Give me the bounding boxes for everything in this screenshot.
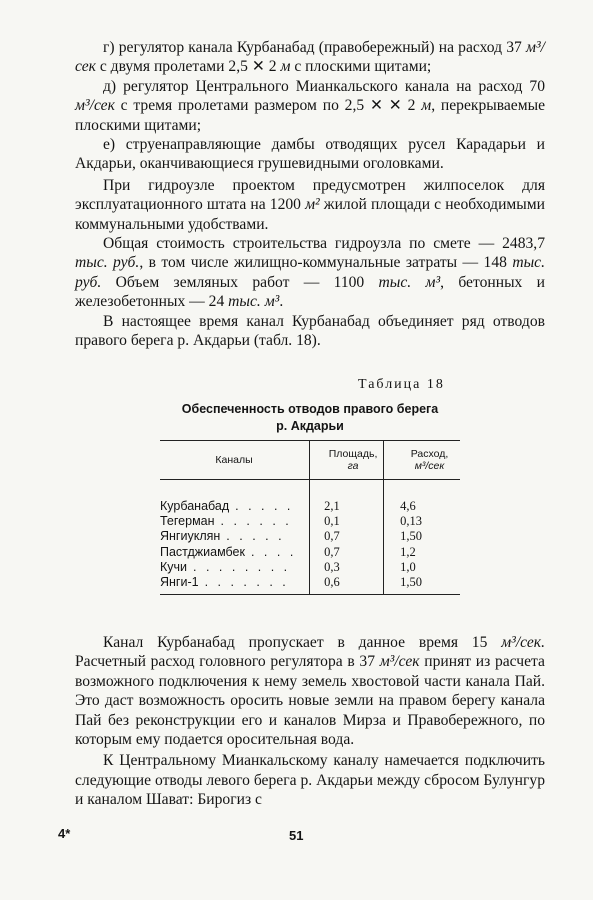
header-area: Площадь, га	[310, 441, 384, 480]
paragraph-kurbanabad: Канал Курбанабад пропускает в данное время 15 м³/сек. Расчетный расход головного регулятора в 37 м³/сек принят из расчета возможного подключения к нему земель хвостовой части канала Пай. Это даст возможность оросить новые земли на правом берегу канала Пай без реконструкции его и каналов Мирза и Правобережного, по которым ему подается оросительная вода.	[75, 634, 545, 749]
item-d: д) регулятор Центрального Мианкальского канала на расход 70 м³/сек с тремя пролетами размером по 2,5 ✕ ✕ 2 м, перекрываемые плоскими щитами;	[75, 77, 545, 134]
header-flow: Расход, м³/сек	[384, 441, 460, 480]
paragraph-settlement: При гидроузле проектом предусмотрен жилпоселок для эксплуатационного штата на 1200 м² жилой площади с необходимыми коммунальными удобствами.	[75, 176, 545, 233]
item-e: е) струенаправляющие дамбы отводящих русел Карадарьи и Акдарьи, оканчивающиеся грушевидными оголовками.	[75, 136, 545, 173]
header-canals: Каналы	[160, 441, 310, 480]
paragraph-cost: Общая стоимость строительства гидроузла по смете — 2483,7 тыс. руб., в том числе жилищно-коммунальные затраты — 148 тыс. руб. Объем земляных работ — 1100 тыс. м³, бетонных и железобетонных — 24 тыс. м³.	[75, 235, 545, 311]
table-number: Таблица 18	[358, 377, 445, 392]
table-row: Янгиуклян . . . . . 0,7 1,50	[160, 529, 460, 544]
text-block-top	[75, 38, 545, 351]
table-row: Кучи . . . . . . . . 0,3 1,0	[160, 560, 460, 575]
table-row: Янги-1 . . . . . . . 0,6 1,50	[160, 575, 460, 595]
item-g: г) регулятор канала Курбанабад (правобережный) на расход 37 м³/сек с двумя пролетами 2,5 ✕ 2 м с плоскими щитами;	[75, 39, 545, 76]
table-row: Пастджиамбек . . . . 0,7 1,2	[160, 545, 460, 560]
paragraph-central-miankal: К Центральному Мианкальскому каналу намечается подключить следующие отводы левого берега р. Акдарьи между сбросом Булунгур и каналом Шават: Бирогиз с	[75, 752, 545, 809]
text-block-bottom	[75, 633, 545, 810]
paragraph-current: В настоящее время канал Курбанабад объединяет ряд отводов правого берега р. Акдарьи (табл. 18).	[75, 312, 545, 350]
table-row: Тегерман . . . . . . 0,1 0,13	[160, 514, 460, 529]
signature-mark: 4*	[58, 826, 71, 841]
table-header-row	[160, 441, 460, 480]
table-row: Курбанабад . . . . . 2,1 4,6	[160, 499, 460, 514]
page-number: 51	[289, 828, 304, 843]
canal-table	[160, 440, 460, 595]
table-title: Обеспеченность отводов правого берега р. Акдарьи	[181, 402, 439, 433]
